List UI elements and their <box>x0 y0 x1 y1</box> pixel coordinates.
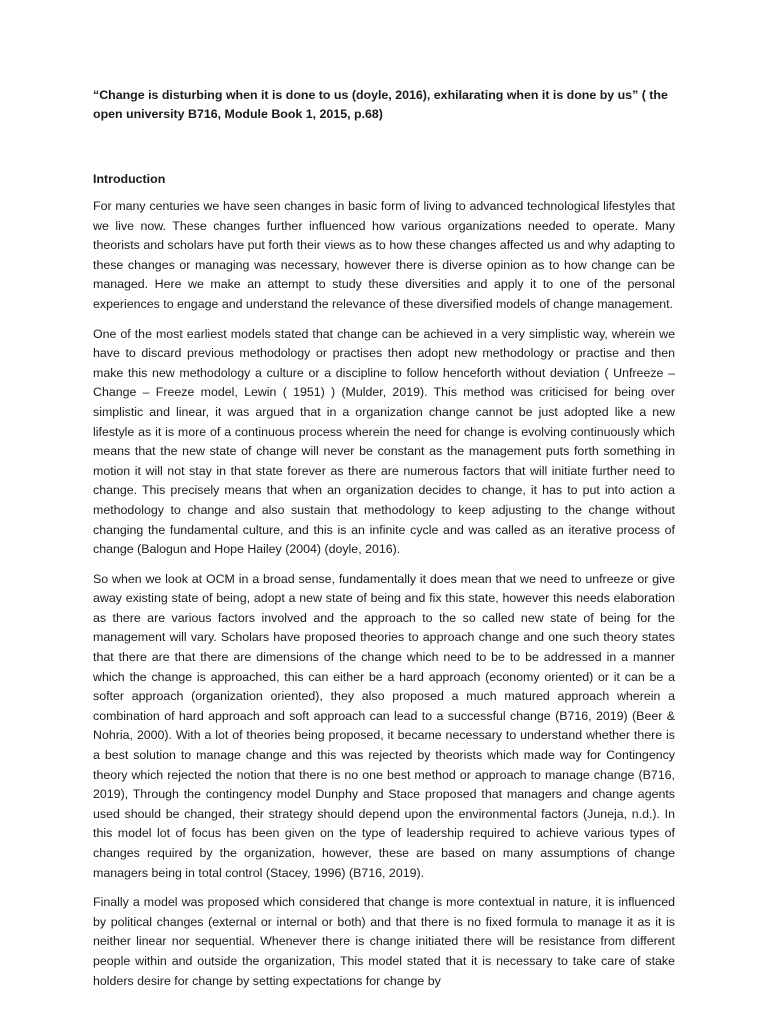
paragraph-1: For many centuries we have seen changes in basic form of living to advanced technological lifestyles that we live now. These changes further influenced how various organizations needed to operate. Many theorists and scholars have put forth their views as to how these changes affected us and why adapting to these changes or managing was necessary, however there is diverse opinion as to how change can be managed. Here we make an attempt to study these diversities and apply it to one of the personal experiences to engage and understand the relevance of these diversified models of change management. <box>93 199 675 311</box>
paragraph-2: One of the most earliest models stated that change can be achieved in a very simplistic way, wherein we have to discard previous methodology or practises then adopt new methodology or practise and then make this new methodology a culture or a discipline to follow henceforth without deviation ( Unfreeze – Change – Freeze model, Lewin ( 1951) ) (Mulder, 2019). This method was criticised for being over simplistic and linear, it was argued that in a organization change cannot be just adopted like a new lifestyle as it is more of a continuous process wherein the need for change is evolving continuously which means that the new state of change will never be constant as the management puts forth something in motion it will not stay in that state forever as there are numerous factors that will initiate further need to change. This precisely means that when an organization decides to change, it has to put into action a methodology to change and also sustain that methodology to keep adjusting to the change without changing the fundamental culture, and this is an infinite cycle and was called as an iterative process of change (Balogun and Hope Hailey (2004) (doyle, 2016). <box>93 326 675 557</box>
section-heading: Introduction <box>93 172 166 186</box>
document-body <box>93 86 675 991</box>
paragraph-4: Finally a model was proposed which considered that change is more contextual in nature, it is influenced by political changes (external or internal or both) and that there is no fixed formula to manage it as it is neither linear nor sequential. Whenever there is change initiated there will be resistance from different people within and outside the organization, This model stated that it is necessary to take care of stake holders desire for change by setting expectations for change by <box>93 895 675 988</box>
epigraph-quote: “Change is disturbing when it is done to us (doyle, 2016), exhilarating when it is done by us” ( the open university B716, Module Book 1, 2015, p.68) <box>93 88 668 121</box>
paragraph-3: So when we look at OCM in a broad sense, fundamentally it does mean that we need to unfreeze or give away existing state of being, adopt a new state of being and fix this state, however this needs elaboration as there are various factors involved and the approach to the so called new state of being for the management will vary. Scholars have proposed theories to approach change and one such theory states that there are that there are dimensions of the change which need to be to be addressed in a manner which the change is approached, this can either be a hard approach (economy oriented) or it can be a softer approach (organization oriented), they also proposed a much matured approach wherein a combination of hard approach and soft approach can lead to a successful change (B716, 2019) (Beer & Nohria, 2000). With a lot of theories being proposed, it became necessary to understand whether there is a best solution to manage change and this was rejected by theorists which made way for Contingency theory which rejected the notion that there is no one best method or approach to manage change (B716, 2019), Through the contingency model Dunphy and Stace proposed that managers and change agents used should be changed, their strategy should depend upon the environmental factors (Juneja, n.d.). In this model lot of focus has been given on the type of leadership required to achieve various types of changes required by the organization, however, these are based on many assumptions of change managers being in total control (Stacey, 1996) (B716, 2019). <box>93 571 675 880</box>
